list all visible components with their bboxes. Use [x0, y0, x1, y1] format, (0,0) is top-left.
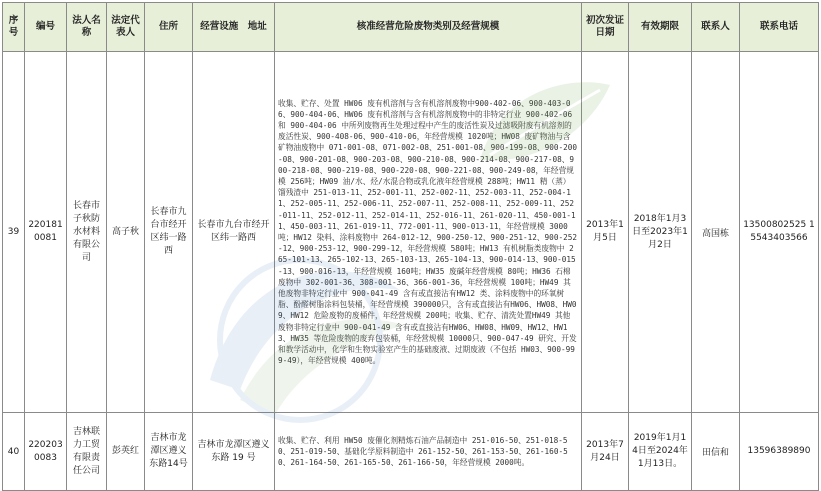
cell-facility-address: 吉林市龙潭区遵义东路 19 号	[193, 413, 275, 491]
cell-address: 吉林市龙潭区遵义东路14号	[145, 413, 193, 491]
cell-code: 2201810081	[25, 52, 67, 413]
header-seq: 序号	[3, 3, 25, 52]
cell-phone: 13596389890	[740, 413, 819, 491]
cell-company: 吉林联力工贸有限责任公司	[67, 413, 107, 491]
licence-table	[2, 2, 819, 491]
header-facility-address: 经营设施 地址	[193, 3, 275, 52]
cell-seq: 39	[3, 52, 25, 413]
header-scope: 核准经营危险废物类别及经营规模	[275, 3, 582, 52]
cell-phone: 13500802525 15543403566	[740, 52, 819, 413]
cell-scope: 收集、贮存、处置 HW06 废有机溶剂与含有机溶剂废物中900-402-06、900-403-06、900-404-06、HW06 废有机溶剂与含有机溶剂废物中的非特定行业 900-402-06 和 900-404-06 中所列废物再生处理过程中产生的废活性炭及过滤吸附废有机溶剂的废活性炭、900-408-06、900-410-06，年经营规模 1020吨；HW08 废矿物油与含矿物油废物中 071-001-08、071-002-08、251-001-08、900-199-08、900-200-08、900-201-08、900-203-08、900-210-08、900-214-08、900-217-08、900-218-08、900-219-08、900-220-08、900-221-08、900-249-08，年经营规模 256吨；HW09 油/水、烃/水混合物或乳化液年经营规模 288吨；HW11 精（蒸）馏残渣中 251-013-11、252-001-11、252-002-11、252-003-11、252-004-11、252-005-11、252-006-11、252-007-11、252-008-11、252-009-11、252-011-11、252-012-11、252-014-11、252-016-11、261-020-11、450-001-11、450-003-11、261-019-11、772-001-11、900-013-11，年经营规模 3000吨；HW12 染料、涂料废物中 264-012-12、900-250-12、900-251-12、900-252-12、900-253-12、900-299-12，年经营规模 580吨；HW13 有机树脂类废物中 265-101-13、265-102-13、265-103-13、265-104-13、900-014-13、900-015-13、900-016-13，年经营规模 160吨；HW35 废碱年经营规模 80吨；HW36 石棉废物中 302-001-36、308-001-36、366-001-36，年经营规模 100吨；HW49 其他废物非特定行业中 900-041-49 含有或直接沾有HW12 类、涂料废物中的环氧树脂、酚醛树脂涂料包装桶，年经营规模 390000只，含有或直接沾有HW06、HW08、HW09、HW12 危险废物的废桶件，年经营规模 200吨；收集、贮存、清洗处置HW49 其他废物非特定行业中 900-041-49 含有或直接沾有HW06、HW08、HW09、HW12、HW13、HW35 等危险废物的废弃包装桶，年经营规模 10000只、900-047-49 研究、开发和教学活动中，化学和生物实验室产生的基础废液、过期废液（不包括 HW03、900-999-49），年经营规模 400吨。	[275, 52, 582, 413]
header-row	[3, 3, 819, 52]
cell-scope: 收集、贮存、利用 HW50 废催化剂精炼石油产品制造中 251-016-50、251-018-50、251-019-50、基础化学原料制造中 261-152-50、261-153-50、261-160-50、261-164-50、261-165-50、261-166-50，年经营规模 2000吨。	[275, 413, 582, 491]
cell-legal-rep: 高子秋	[107, 52, 145, 413]
header-phone: 联系电话	[740, 3, 819, 52]
table-row	[3, 413, 819, 491]
header-company: 法人名称	[67, 3, 107, 52]
cell-validity: 2019年1月14日至2024年1月13日。	[629, 413, 692, 491]
cell-legal-rep: 彭英红	[107, 413, 145, 491]
cell-first-issue: 2013年7月24日	[582, 413, 629, 491]
cell-seq: 40	[3, 413, 25, 491]
cell-contact: 田信和	[692, 413, 740, 491]
cell-facility-address: 长春市九台市经开区纬一路西	[193, 52, 275, 413]
cell-first-issue: 2013年1月5日	[582, 52, 629, 413]
cell-validity: 2018年1月3日至2023年1月2日	[629, 52, 692, 413]
header-code: 编号	[25, 3, 67, 52]
cell-code: 2202030083	[25, 413, 67, 491]
header-address: 住所	[145, 3, 193, 52]
header-contact: 联系人	[692, 3, 740, 52]
cell-address: 长春市九台市经开区纬一路西	[145, 52, 193, 413]
header-legal-rep: 法定代表人	[107, 3, 145, 52]
header-first-issue: 初次发证日期	[582, 3, 629, 52]
cell-company: 长春市子秋防水材料有限公司	[67, 52, 107, 413]
header-validity: 有效期限	[629, 3, 692, 52]
table-row	[3, 52, 819, 413]
cell-contact: 高国栋	[692, 52, 740, 413]
